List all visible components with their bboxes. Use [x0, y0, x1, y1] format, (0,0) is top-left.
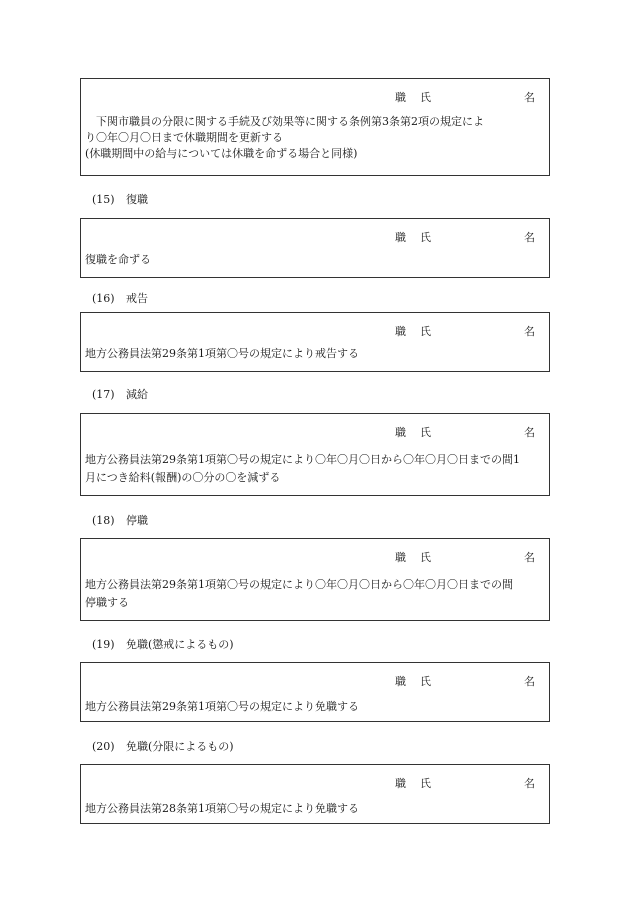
section-title: 免職(懲戒によるもの) [126, 638, 234, 651]
position-label: 職 [395, 551, 406, 564]
form-box-reprimand [80, 312, 550, 372]
text-line: 復職を命ずる [85, 253, 151, 266]
name-label-first: 氏 [420, 325, 431, 338]
signature-header [81, 313, 549, 343]
box-text [81, 346, 549, 362]
section-number: (16) [92, 292, 115, 305]
section-heading-19 [92, 636, 234, 652]
name-label-first: 氏 [420, 231, 431, 244]
signature-header [81, 765, 549, 795]
section-number: (15) [92, 193, 115, 206]
name-label-last: 名 [524, 91, 535, 104]
form-box-suspension [80, 538, 550, 621]
section-heading-17 [92, 386, 148, 402]
text-line: 地方公務員法第29条第1項第〇号の規定により免職する [85, 700, 359, 713]
form-box-leave-renewal [80, 78, 550, 176]
form-box-reinstatement [80, 218, 550, 278]
section-title: 免職(分限によるもの) [126, 740, 234, 753]
form-box-status-dismissal [80, 764, 550, 824]
name-label-first: 氏 [420, 551, 431, 564]
box-text [81, 576, 549, 612]
name-label-last: 名 [524, 325, 535, 338]
section-number: (20) [92, 740, 115, 753]
signature-header [81, 539, 549, 569]
signature-header [81, 414, 549, 444]
text-line: 停職する [85, 596, 129, 609]
section-title: 停職 [126, 514, 148, 527]
name-label-first: 氏 [420, 91, 431, 104]
text-line: (休職期間中の給与については休職を命ずる場合と同様) [85, 147, 358, 160]
section-number: (18) [92, 514, 115, 527]
name-label-last: 名 [524, 675, 535, 688]
name-label-last: 名 [524, 426, 535, 439]
signature-header [81, 79, 549, 109]
text-line: 地方公務員法第29条第1項第〇号の規定により〇年〇月〇日から〇年〇月〇日までの間 [85, 578, 513, 591]
position-label: 職 [395, 675, 406, 688]
section-heading-20 [92, 738, 234, 754]
section-heading-15 [92, 191, 148, 207]
name-label-first: 氏 [420, 426, 431, 439]
section-title: 減給 [126, 388, 148, 401]
box-text [81, 451, 549, 487]
text-line: 下関市職員の分限に関する手続及び効果等に関する条例第3条第2項の規定によ [96, 115, 484, 128]
position-label: 職 [395, 91, 406, 104]
name-label-first: 氏 [420, 777, 431, 790]
box-text [81, 801, 549, 817]
position-label: 職 [395, 325, 406, 338]
signature-header [81, 663, 549, 693]
section-number: (19) [92, 638, 115, 651]
text-line: 地方公務員法第29条第1項第〇号の規定により〇年〇月〇日から〇年〇月〇日までの間1 [85, 453, 520, 466]
name-label-first: 氏 [420, 675, 431, 688]
text-line: 地方公務員法第28条第1項第〇号の規定により免職する [85, 802, 359, 815]
section-title: 復職 [126, 193, 148, 206]
box-text [81, 699, 549, 715]
name-label-last: 名 [524, 551, 535, 564]
section-heading-16 [92, 290, 148, 306]
section-heading-18 [92, 512, 148, 528]
name-label-last: 名 [524, 777, 535, 790]
text-line: り〇年〇月〇日まで休職期間を更新する [85, 131, 283, 144]
section-number: (17) [92, 388, 115, 401]
position-label: 職 [395, 777, 406, 790]
section-title: 戒告 [126, 292, 148, 305]
form-box-pay-reduction [80, 413, 550, 496]
name-label-last: 名 [524, 231, 535, 244]
form-box-disciplinary-dismissal [80, 662, 550, 722]
position-label: 職 [395, 231, 406, 244]
text-line: 月につき給料(報酬)の〇分の〇を減ずる [85, 471, 281, 484]
box-text [81, 252, 549, 268]
position-label: 職 [395, 426, 406, 439]
box-text [81, 114, 549, 162]
signature-header [81, 219, 549, 249]
text-line: 地方公務員法第29条第1項第〇号の規定により戒告する [85, 347, 359, 360]
